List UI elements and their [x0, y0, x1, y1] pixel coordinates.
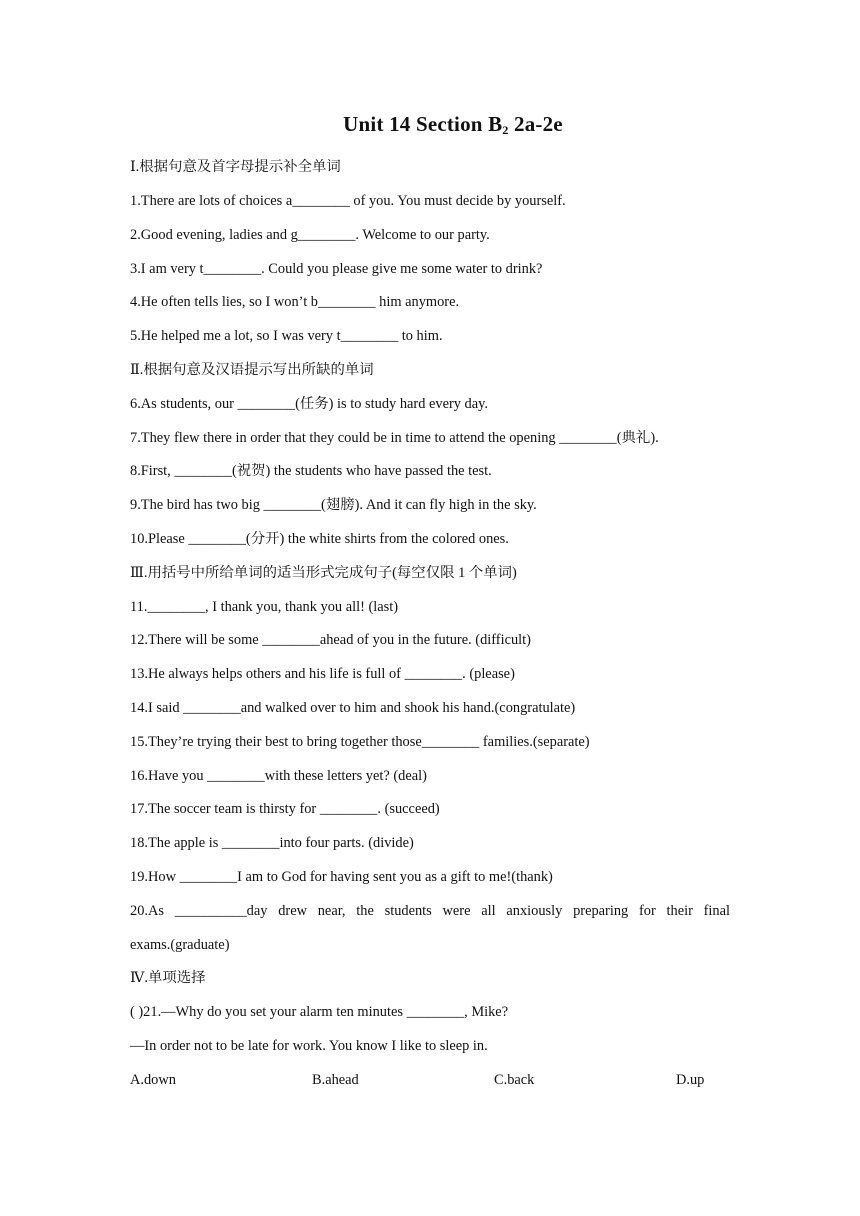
question-20-continued: exams.(graduate): [130, 937, 230, 953]
question-20: 20.As __________day drew near, the students were all anxiously preparing for their final: [130, 903, 730, 919]
question-21: ( )21.—Why do you set your alarm ten minutes ________, Mike?: [130, 1004, 509, 1020]
question-9: 9.The bird has two big ________(翅膀). And it can fly high in the sky.: [130, 497, 537, 513]
section-heading-4: Ⅳ.单项选择: [130, 970, 206, 986]
option-b: B.ahead: [312, 1072, 359, 1088]
section-heading-3: Ⅲ.用括号中所给单词的适当形式完成句子(每空仅限 1 个单词): [130, 565, 517, 581]
question-16: 16.Have you ________with these letters yet? (deal): [130, 768, 427, 784]
question-6: 6.As students, our ________(任务) is to study hard every day.: [130, 396, 488, 412]
section-heading-1: Ⅰ.根据句意及首字母提示补全单词: [130, 159, 341, 175]
title-rest: 2a-2e: [508, 112, 563, 136]
option-d: D.up: [676, 1072, 705, 1088]
option-c: C.back: [494, 1072, 535, 1088]
question-8: 8.First, ________(祝贺) the students who have passed the test.: [130, 463, 492, 479]
title-subscript: 2: [502, 123, 509, 137]
question-21-answer-line: —In order not to be late for work. You know I like to sleep in.: [130, 1038, 488, 1054]
question-12: 12.There will be some ________ahead of you in the future. (difficult): [130, 632, 531, 648]
title-main: Unit 14 Section B: [343, 112, 503, 136]
question-15: 15.They’re trying their best to bring together those________ families.(separate): [130, 734, 590, 750]
question-4: 4.He often tells lies, so I won’t b________ him anymore.: [130, 294, 460, 310]
question-17: 17.The soccer team is thirsty for ________. (succeed): [130, 801, 440, 817]
option-a: A.down: [130, 1072, 176, 1088]
question-13: 13.He always helps others and his life is full of ________. (please): [130, 666, 515, 682]
question-14: 14.I said ________and walked over to him and shook his hand.(congratulate): [130, 700, 576, 716]
question-5: 5.He helped me a lot, so I was very t________ to him.: [130, 328, 443, 344]
question-2: 2.Good evening, ladies and g________. Welcome to our party.: [130, 227, 490, 243]
question-19: 19.How ________I am to God for having sent you as a gift to me!(thank): [130, 869, 553, 885]
page-title: [0, 112, 860, 138]
question-1: 1.There are lots of choices a________ of you. You must decide by yourself.: [130, 193, 566, 209]
question-7: 7.They flew there in order that they could be in time to attend the opening ________(典礼).: [130, 430, 659, 446]
question-11: 11.________, I thank you, thank you all! (last): [130, 599, 399, 615]
question-10: 10.Please ________(分开) the white shirts from the colored ones.: [130, 531, 509, 547]
question-3: 3.I am very t________. Could you please give me some water to drink?: [130, 261, 543, 277]
question-18: 18.The apple is ________into four parts. (divide): [130, 835, 414, 851]
section-heading-2: Ⅱ.根据句意及汉语提示写出所缺的单词: [130, 362, 374, 378]
